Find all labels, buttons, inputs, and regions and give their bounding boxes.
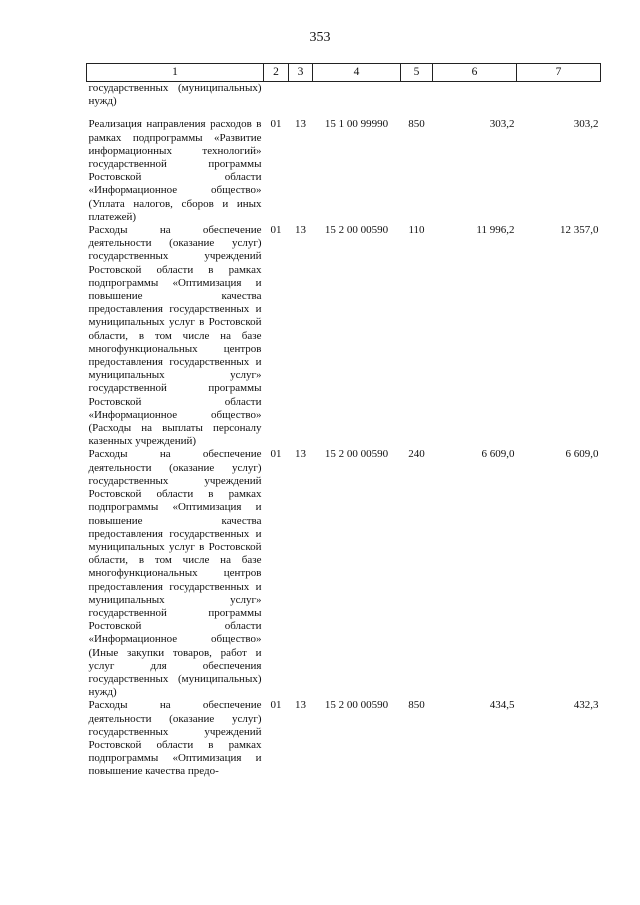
amount-year-2: 6 609,0	[565, 448, 599, 461]
column-header: 6	[433, 64, 517, 82]
amount-year-1	[433, 82, 517, 119]
amount-year-1: 303,2	[489, 118, 515, 131]
budget-table	[86, 63, 601, 779]
expense-type-code	[401, 82, 433, 119]
target-article-code: 15 2 00 00590	[324, 448, 389, 461]
amount-year-2: 432,3	[573, 699, 599, 712]
section-code: 01	[270, 448, 282, 461]
target-article-code: 15 2 00 00590	[324, 699, 389, 712]
section-code: 01	[270, 224, 282, 237]
table-row	[87, 699, 601, 778]
subsection-code: 13	[295, 448, 306, 461]
table-row	[87, 82, 601, 119]
amount-year-1: 11 996,2	[476, 224, 515, 237]
target-article-code: 15 1 00 99990	[324, 118, 389, 131]
expense-type-code: 850	[408, 118, 425, 131]
amount-year-1: 434,5	[489, 699, 515, 712]
row-description: государственных (муниципальных) нужд)	[88, 82, 262, 108]
section-code	[264, 82, 289, 119]
row-description: Расходы на обеспечение деятельности (оказание услуг) государственных учреждений Ростовской области в рамках подпрограммы «Оптимизация и повышение качества предоставления государственных и муниципальных услуг в Ростовской области, в том числе на базе многофункциональных центров предоставления государственных и муниципальных услуг» государственной программы Ростовской области «Информационное общество» (Расходы на выплаты персоналу казенных учреждений)	[88, 224, 262, 448]
table-row	[87, 224, 601, 448]
expense-type-code: 240	[408, 448, 425, 461]
table-row	[87, 448, 601, 699]
column-header: 3	[289, 64, 313, 82]
subsection-code	[289, 82, 313, 119]
column-header: 2	[264, 64, 289, 82]
column-header: 5	[401, 64, 433, 82]
amount-year-2	[517, 82, 601, 119]
table-header-row	[87, 64, 601, 82]
row-description: Расходы на обеспечение деятельности (оказание услуг) государственных учреждений Ростовской области в рамках подпрограммы «Оптимизация и повышение качества предоставления государственных и муниципальных услуг в Ростовской области, в том числе на базе многофункциональных центров предоставления государственных и муниципальных услуг» государственной программы Ростовской области «Информационное общество» (Иные закупки товаров, работ и услуг для обеспечения государственных (муниципальных) нужд)	[88, 448, 262, 699]
column-header: 4	[313, 64, 401, 82]
amount-year-1: 6 609,0	[481, 448, 515, 461]
amount-year-2: 303,2	[573, 118, 599, 131]
subsection-code: 13	[295, 118, 306, 131]
amount-year-2: 12 357,0	[560, 224, 599, 237]
section-code: 01	[270, 118, 282, 131]
row-description: Реализация направления расходов в рамках подпрограммы «Развитие информационных технологий» государственной программы Ростовской области «Информационное общество» (Уплата налогов, сборов и иных платежей)	[88, 118, 262, 223]
target-article-code: 15 2 00 00590	[324, 224, 389, 237]
target-article-code	[313, 82, 401, 119]
expense-type-code: 110	[408, 224, 425, 237]
page-number: 353	[309, 30, 331, 45]
expense-type-code: 850	[408, 699, 425, 712]
section-code: 01	[270, 699, 282, 712]
subsection-code: 13	[295, 699, 306, 712]
table-row	[87, 118, 601, 224]
subsection-code: 13	[295, 224, 306, 237]
row-description: Расходы на обеспечение деятельности (оказание услуг) государственных учреждений Ростовской области в рамках подпрограммы «Оптимизация и повышение качества предо-	[88, 699, 262, 778]
column-header: 1	[87, 64, 264, 82]
column-header: 7	[517, 64, 601, 82]
